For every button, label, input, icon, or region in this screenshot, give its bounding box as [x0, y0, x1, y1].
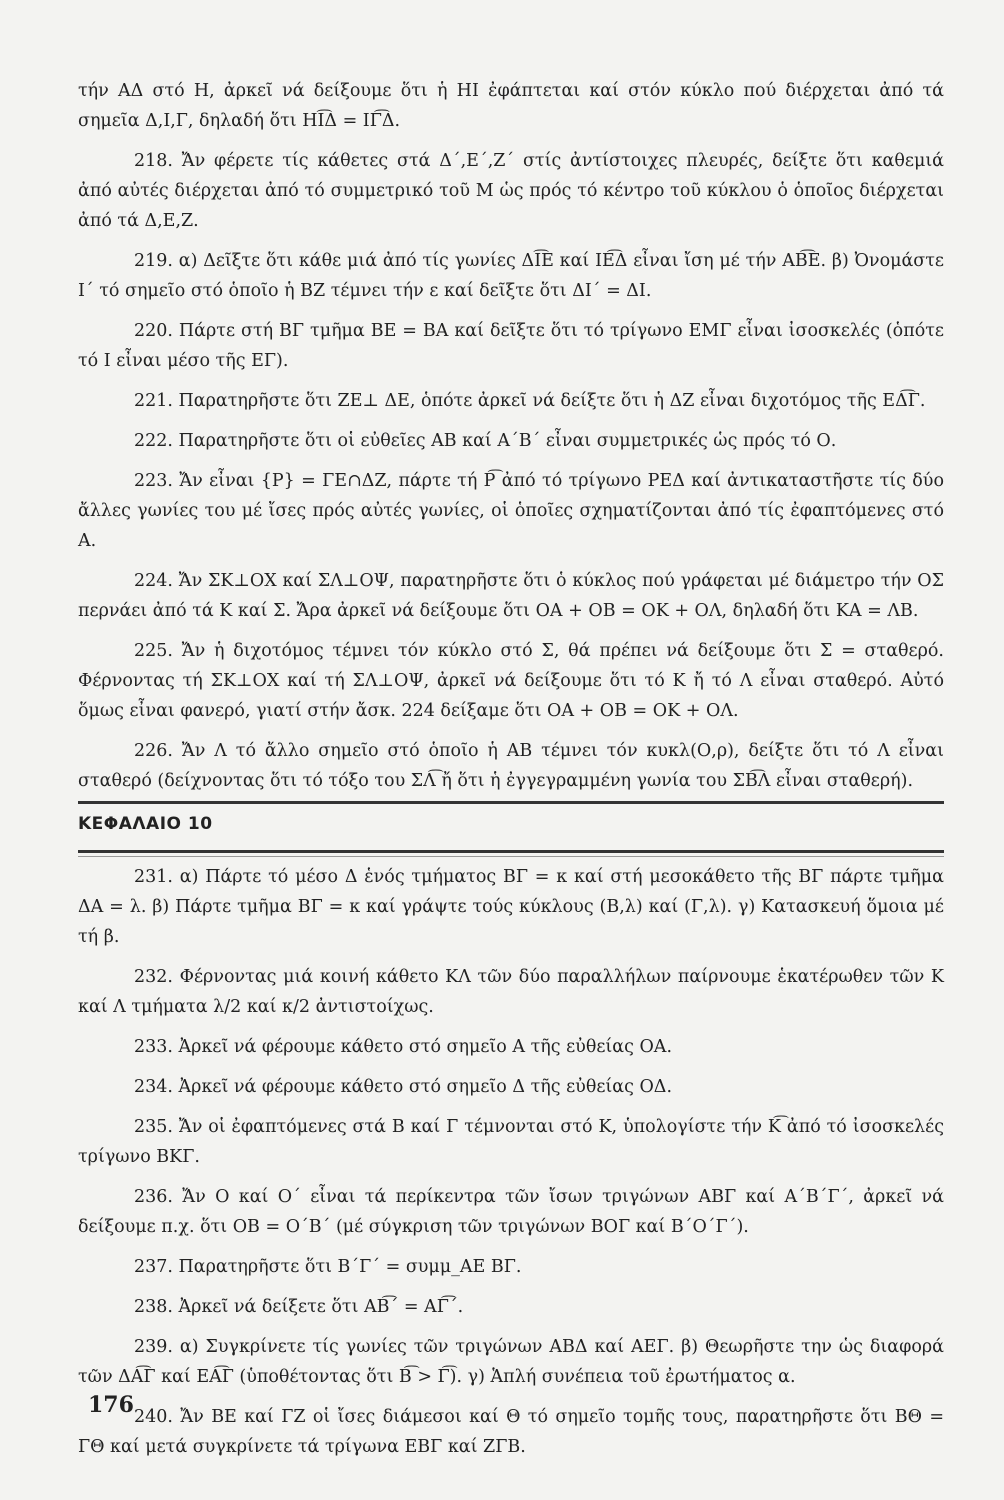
paragraph-233: 233. Ἀρκεῖ νά φέρουμε κάθετο στό σημεῖο Α τῆς εὐθείας ΟΑ. — [134, 1037, 673, 1057]
paragraph-237: 237. Παρατηρῆστε ὅτι Β΄Γ΄ = συμμ_ΑΕ ΒΓ. — [134, 1257, 522, 1277]
paragraph-235: 235. Ἄν οἱ ἐφαπτόμενες στά Β καί Γ τέμνονται στό Κ, ὑπολογίστε τήν Κ͡ ἀπό τό ἰσοσκελές τρίγωνο ΒΚΓ. — [78, 1117, 944, 1167]
chapter-divider — [78, 856, 944, 857]
chapter-title: ΚΕΦΑΛΑΙΟ 10 — [78, 814, 213, 834]
paragraph-222: 222. Παρατηρῆστε ὅτι οἱ εὐθεῖες ΑΒ καί Α΄Β΄ εἶναι συμμετρικές ὡς πρός τό Ο. — [134, 431, 837, 451]
paragraph-234: 234. Ἀρκεῖ νά φέρουμε κάθετο στό σημεῖο Δ τῆς εὐθείας ΟΔ. — [134, 1077, 673, 1097]
paragraph-240: 240. Ἄν ΒΕ καί ΓΖ οἱ ἴσες διάμεσοι καί Θ τό σημεῖο τομῆς τους, παρατηρῆστε ὅτι ΒΘ = ΓΘ καί μετά συγκρίνετε τά τρίγωνα ΕΒΓ καί ΖΓΒ. — [78, 1407, 944, 1457]
paragraph-221: 221. Παρατηρῆστε ὅτι ΖΕ⊥ ΔΕ, ὁπότε ἀρκεῖ νά δείξτε ὅτι ἡ ΔΖ εἶναι διχοτόμος τῆς ΕΔ͡Γ. — [134, 391, 926, 411]
page-number: 176 — [88, 1392, 134, 1418]
paragraph-231: 231. α) Πάρτε τό μέσο Δ ἑνός τμήματος ΒΓ = κ καί στή μεσοκάθετο τῆς ΒΓ πάρτε τμῆμα ΔΑ = λ. β) Πάρτε τμῆμα ΒΓ = κ καί γράψτε τούς κύκλους (Β,λ) καί (Γ,λ). γ) Κατασκευή ὅμοια μέ τή β. — [78, 867, 944, 947]
paragraph-225: 225. Ἄν ἡ διχοτόμος τέμνει τόν κύκλο στό Σ, θά πρέπει νά δείξουμε ὅτι Σ = σταθερό. Φέρνοντας τή ΣΚ⊥ΟΧ καί τή ΣΛ⊥ΟΨ, ἀρκεῖ νά δείξουμε ὅτι τό Κ ἤ τό Λ εἶναι σταθερό. Αὐτό ὅμως εἶναι φανερό, γιατί στήν ἄσκ. 224 δείξαμε ὅτι ΟΑ + ΟΒ = ΟΚ + ΟΛ. — [78, 641, 944, 721]
paragraph-220: 220. Πάρτε στή ΒΓ τμῆμα ΒΕ = ΒΑ καί δεῖξτε ὅτι τό τρίγωνο ΕΜΓ εἶναι ἰσοσκελές (ὁπότε τό Ι εἶναι μέσο τῆς ΕΓ). — [78, 321, 944, 371]
paragraph-239: 239. α) Συγκρίνετε τίς γωνίες τῶν τριγώνων ΑΒΔ καί ΑΕΓ. β) Θεωρῆστε την ὡς διαφορά τῶν ΔΑ͡Γ καί ΕΑ͡Γ (ὑποθέτοντας ὅτι Β͡ > Γ͡). γ) Ἁπλή συνέπεια τοῦ ἐρωτήματος α. — [78, 1337, 944, 1387]
paragraph-218: 218. Ἄν φέρετε τίς κάθετες στά Δ΄,Ε΄,Ζ΄ στίς ἀντίστοιχες πλευρές, δείξτε ὅτι καθεμιά ἀπό αὐτές διέρχεται ἀπό τό συμμετρικό τοῦ Μ ὡς πρός τό κέντρο τοῦ κύκλου ὁ ὁποῖος διέρχεται ἀπό τά Δ,Ε,Ζ. — [78, 151, 944, 231]
paragraph-continuation: τήν ΑΔ στό Η, ἀρκεῖ νά δείξουμε ὅτι ἡ ΗΙ ἐφάπτεται καί στόν κύκλο πού διέρχεται ἀπό τά σημεῖα Δ,Ι,Γ, δηλαδή ὅτι ΗΙ͡Δ = ΙΓ͡Δ. — [78, 81, 944, 131]
paragraph-236: 236. Ἄν Ο καί Ο΄ εἶναι τά περίκεντρα τῶν ἴσων τριγώνων ΑΒΓ καί Α΄Β΄Γ΄, ἀρκεῖ νά δείξουμε π.χ. ὅτι ΟΒ = Ο΄Β΄ (μέ σύγκριση τῶν τριγώνων ΒΟΓ καί Β΄Ο΄Γ΄). — [78, 1187, 944, 1237]
paragraph-226: 226. Ἄν Λ τό ἄλλο σημεῖο στό ὁποῖο ἡ ΑΒ τέμνει τόν κυκλ(Ο,ρ), δείξτε ὅτι τό Λ εἶναι σταθερό (δείχνοντας ὅτι τό τόξο του ΣΛ͡ ἤ ὅτι ἡ ἐγγεγραμμένη γωνία του ΣΒ͡Λ εἶναι σταθερή). — [78, 741, 944, 791]
paragraph-219: 219. α) Δεῖξτε ὅτι κάθε μιά ἀπό τίς γωνίες ΔΙ͡Ε καί ΙΕ͡Δ εἶναι ἴση μέ τήν ΑΒ͡Ε. β) Ὀνομάστε Ι΄ τό σημεῖο στό ὁποῖο ἡ ΒΖ τέμνει τήν ε καί δεῖξτε ὅτι ΔΙ΄ = ΔΙ. — [78, 251, 944, 301]
exercise-hints-bottom — [78, 862, 944, 1472]
book-page — [78, 76, 944, 1476]
exercise-hints-top — [78, 76, 944, 806]
paragraph-238: 238. Ἀρκεῖ νά δείξετε ὅτι ΑΒ͡΄ = ΑΓ͡΄. — [134, 1297, 464, 1317]
paragraph-224: 224. Ἄν ΣΚ⊥ΟΧ καί ΣΛ⊥ΟΨ, παρατηρῆστε ὅτι ὁ κύκλος πού γράφεται μέ διάμετρο τήν ΟΣ περνάει ἀπό τά Κ καί Σ. Ἄρα ἀρκεῖ νά δείξουμε ὅτι ΟΑ + ΟΒ = ΟΚ + ΟΛ, δηλαδή ὅτι ΚΑ = ΛΒ. — [78, 571, 944, 621]
chapter-heading-band — [78, 801, 944, 853]
paragraph-232: 232. Φέρνοντας μιά κοινή κάθετο ΚΛ τῶν δύο παραλλήλων παίρνουμε ἑκατέρωθεν τῶν Κ καί Λ τμήματα λ/2 καί κ/2 ἀντιστοίχως. — [78, 967, 944, 1017]
paragraph-223: 223. Ἄν εἶναι {Ρ} = ΓΕ∩ΔΖ, πάρτε τή Ρ͡ ἀπό τό τρίγωνο ΡΕΔ καί ἀντικαταστῆστε τίς δύο ἄλλες γωνίες του μέ ἴσες πρός αὐτές γωνίες, οἱ ὁποῖες σχηματίζονται ἀπό τίς ἐφαπτόμενες στό Α. — [78, 471, 944, 551]
